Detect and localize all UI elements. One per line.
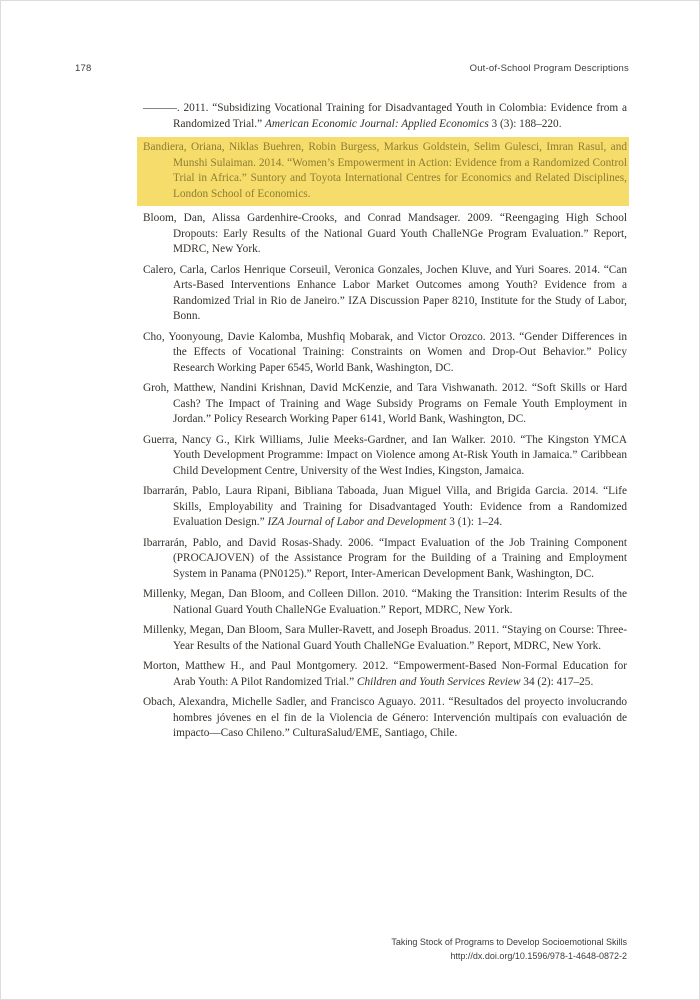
reference-entry bbox=[143, 536, 629, 583]
footer-doi: http://dx.doi.org/10.1596/978-1-4648-0872-2 bbox=[450, 951, 627, 961]
page-number: 178 bbox=[75, 63, 92, 74]
page-header bbox=[75, 63, 629, 74]
reference-entry-highlighted bbox=[137, 137, 629, 206]
reference-text-segment: Millenky, Megan, Dan Bloom, and Colleen Dillon. 2010. “Making the Transition: Interim Results of the National Guard Youth ChalleNGe Evaluation.” Report, MDRC, New York. bbox=[143, 588, 627, 616]
reference-entry bbox=[143, 101, 629, 132]
reference-entry bbox=[143, 433, 629, 480]
reference-text-segment: Cho, Yoonyoung, Davie Kalomba, Mushfiq Mobarak, and Victor Orozco. 2013. “Gender Differences in the Effects of Vocational Training: Constraints on Women and Drop-Out Behavior.” Policy Research Working Paper 6545, World Bank, Washington, DC. bbox=[143, 330, 627, 374]
reference-entry bbox=[143, 381, 629, 428]
reference-text-segment: 3 (1): 1–24. bbox=[446, 516, 503, 528]
reference-entry bbox=[143, 211, 629, 258]
reference-journal-title: IZA Journal of Labor and Development bbox=[267, 516, 447, 528]
reference-entry bbox=[143, 587, 629, 618]
running-head: Out-of-School Program Descriptions bbox=[469, 63, 629, 74]
reference-journal-title: American Economic Journal: Applied Economics bbox=[264, 117, 489, 130]
reference-entry bbox=[143, 623, 629, 654]
reference-entry bbox=[143, 330, 629, 377]
reference-text-segment: Groh, Matthew, Nandini Krishnan, David McKenzie, and Tara Vishwanath. 2012. “Soft Skills or Hard Cash? The Impact of Training and Wage Subsidy Programs on Female Youth Employment in Jordan.” Policy Research Working Paper 6141, World Bank, Washington, DC. bbox=[143, 382, 627, 425]
page-footer bbox=[391, 935, 627, 963]
reference-entry bbox=[143, 263, 629, 325]
reference-text-segment: 3 (3): 188–220. bbox=[488, 117, 562, 130]
reference-text-segment: Calero, Carla, Carlos Henrique Corseuil, Veronica Gonzales, Jochen Kluve, and Yuri Soares. 2014. “Can Arts-Based Interventions Enhance Labor Market Outcomes among Youth? Evidence from a Randomized Trial in Rio de Janeiro.” IZA Discussion Paper 8210, Institute for the Study of Labor, Bonn. bbox=[143, 263, 627, 322]
reference-text-segment: Bloom, Dan, Alissa Gardenhire-Crooks, and Conrad Mandsager. 2009. “Reengaging High School Dropouts: Early Results of the National Guard Youth ChalleNGe Program Evaluation.” Report, MDRC, New York. bbox=[143, 212, 627, 255]
reference-text-segment: Ibarrarán, Pablo, Laura Ripani, Bibliana Taboada, Juan Miguel Villa, and Brigida Garcia. 2014. “Life Skills, Employability and Training for Disadvantaged Youth: Evidence from a Randomized Evaluation Design.” bbox=[143, 485, 627, 528]
reference-text-segment: Guerra, Nancy G., Kirk Williams, Julie Meeks-Gardner, and Ian Walker. 2010. “The Kingston YMCA Youth Development Programme: Impact on Violence among At-Risk Youth in Jamaica.” Caribbean Child Development Centre, University of the West Indies, Kingston, Jamaica. bbox=[143, 433, 627, 477]
reference-text-segment: ———. 2011. “Subsidizing Vocational Training for Disadvantaged Youth in Colombia: Evidence from a Randomized Trial.” bbox=[143, 102, 627, 130]
reference-entry bbox=[143, 484, 629, 531]
reference-entry bbox=[143, 659, 629, 690]
reference-text-segment: Bandiera, Oriana, Niklas Buehren, Robin Burgess, Markus Goldstein, Selim Gulesci, Imran Rasul, and Munshi Sulaiman. 2014. “Women’s Empowerment in Action: Evidence from a Randomized Control Trial in Africa.” Suntory and Toyota International Centres for Economics and Related Disciplines, London School of Economics. bbox=[143, 141, 627, 200]
reference-text-segment: 34 (2): 417–25. bbox=[520, 675, 594, 688]
reference-text-segment: Ibarrarán, Pablo, and David Rosas-Shady. 2006. “Impact Evaluation of the Job Training Component (PROCAJOVEN) of the Assistance Program for the Building of a Training and Employment System in Panama (PN0125).” Report, Inter-American Development Bank, Washington, DC. bbox=[143, 536, 627, 580]
reference-journal-title: Children and Youth Services Review bbox=[356, 675, 521, 688]
references-list bbox=[143, 101, 629, 747]
reference-text-segment: Morton, Matthew H., and Paul Montgomery. 2012. “Empowerment-Based Non-Formal Education for Arab Youth: A Pilot Randomized Trial.” bbox=[143, 660, 627, 688]
reference-entry bbox=[143, 695, 629, 742]
footer-book-title: Taking Stock of Programs to Develop Socioemotional Skills bbox=[391, 937, 627, 947]
reference-text-segment: Millenky, Megan, Dan Bloom, Sara Muller-Ravett, and Joseph Broadus. 2011. “Staying on Course: Three-Year Results of the National Guard Youth ChalleNGe Evaluation.” Report, MDRC, New York. bbox=[143, 624, 627, 652]
reference-text-segment: Obach, Alexandra, Michelle Sadler, and Francisco Aguayo. 2011. “Resultados del proyecto involucrando hombres jóvenes en el fin de la Violencia de Género: Intervención multipaís con evaluación de impacto—Caso Chileno.” CulturaSalud/EME, Santiago, Chile. bbox=[143, 696, 627, 739]
